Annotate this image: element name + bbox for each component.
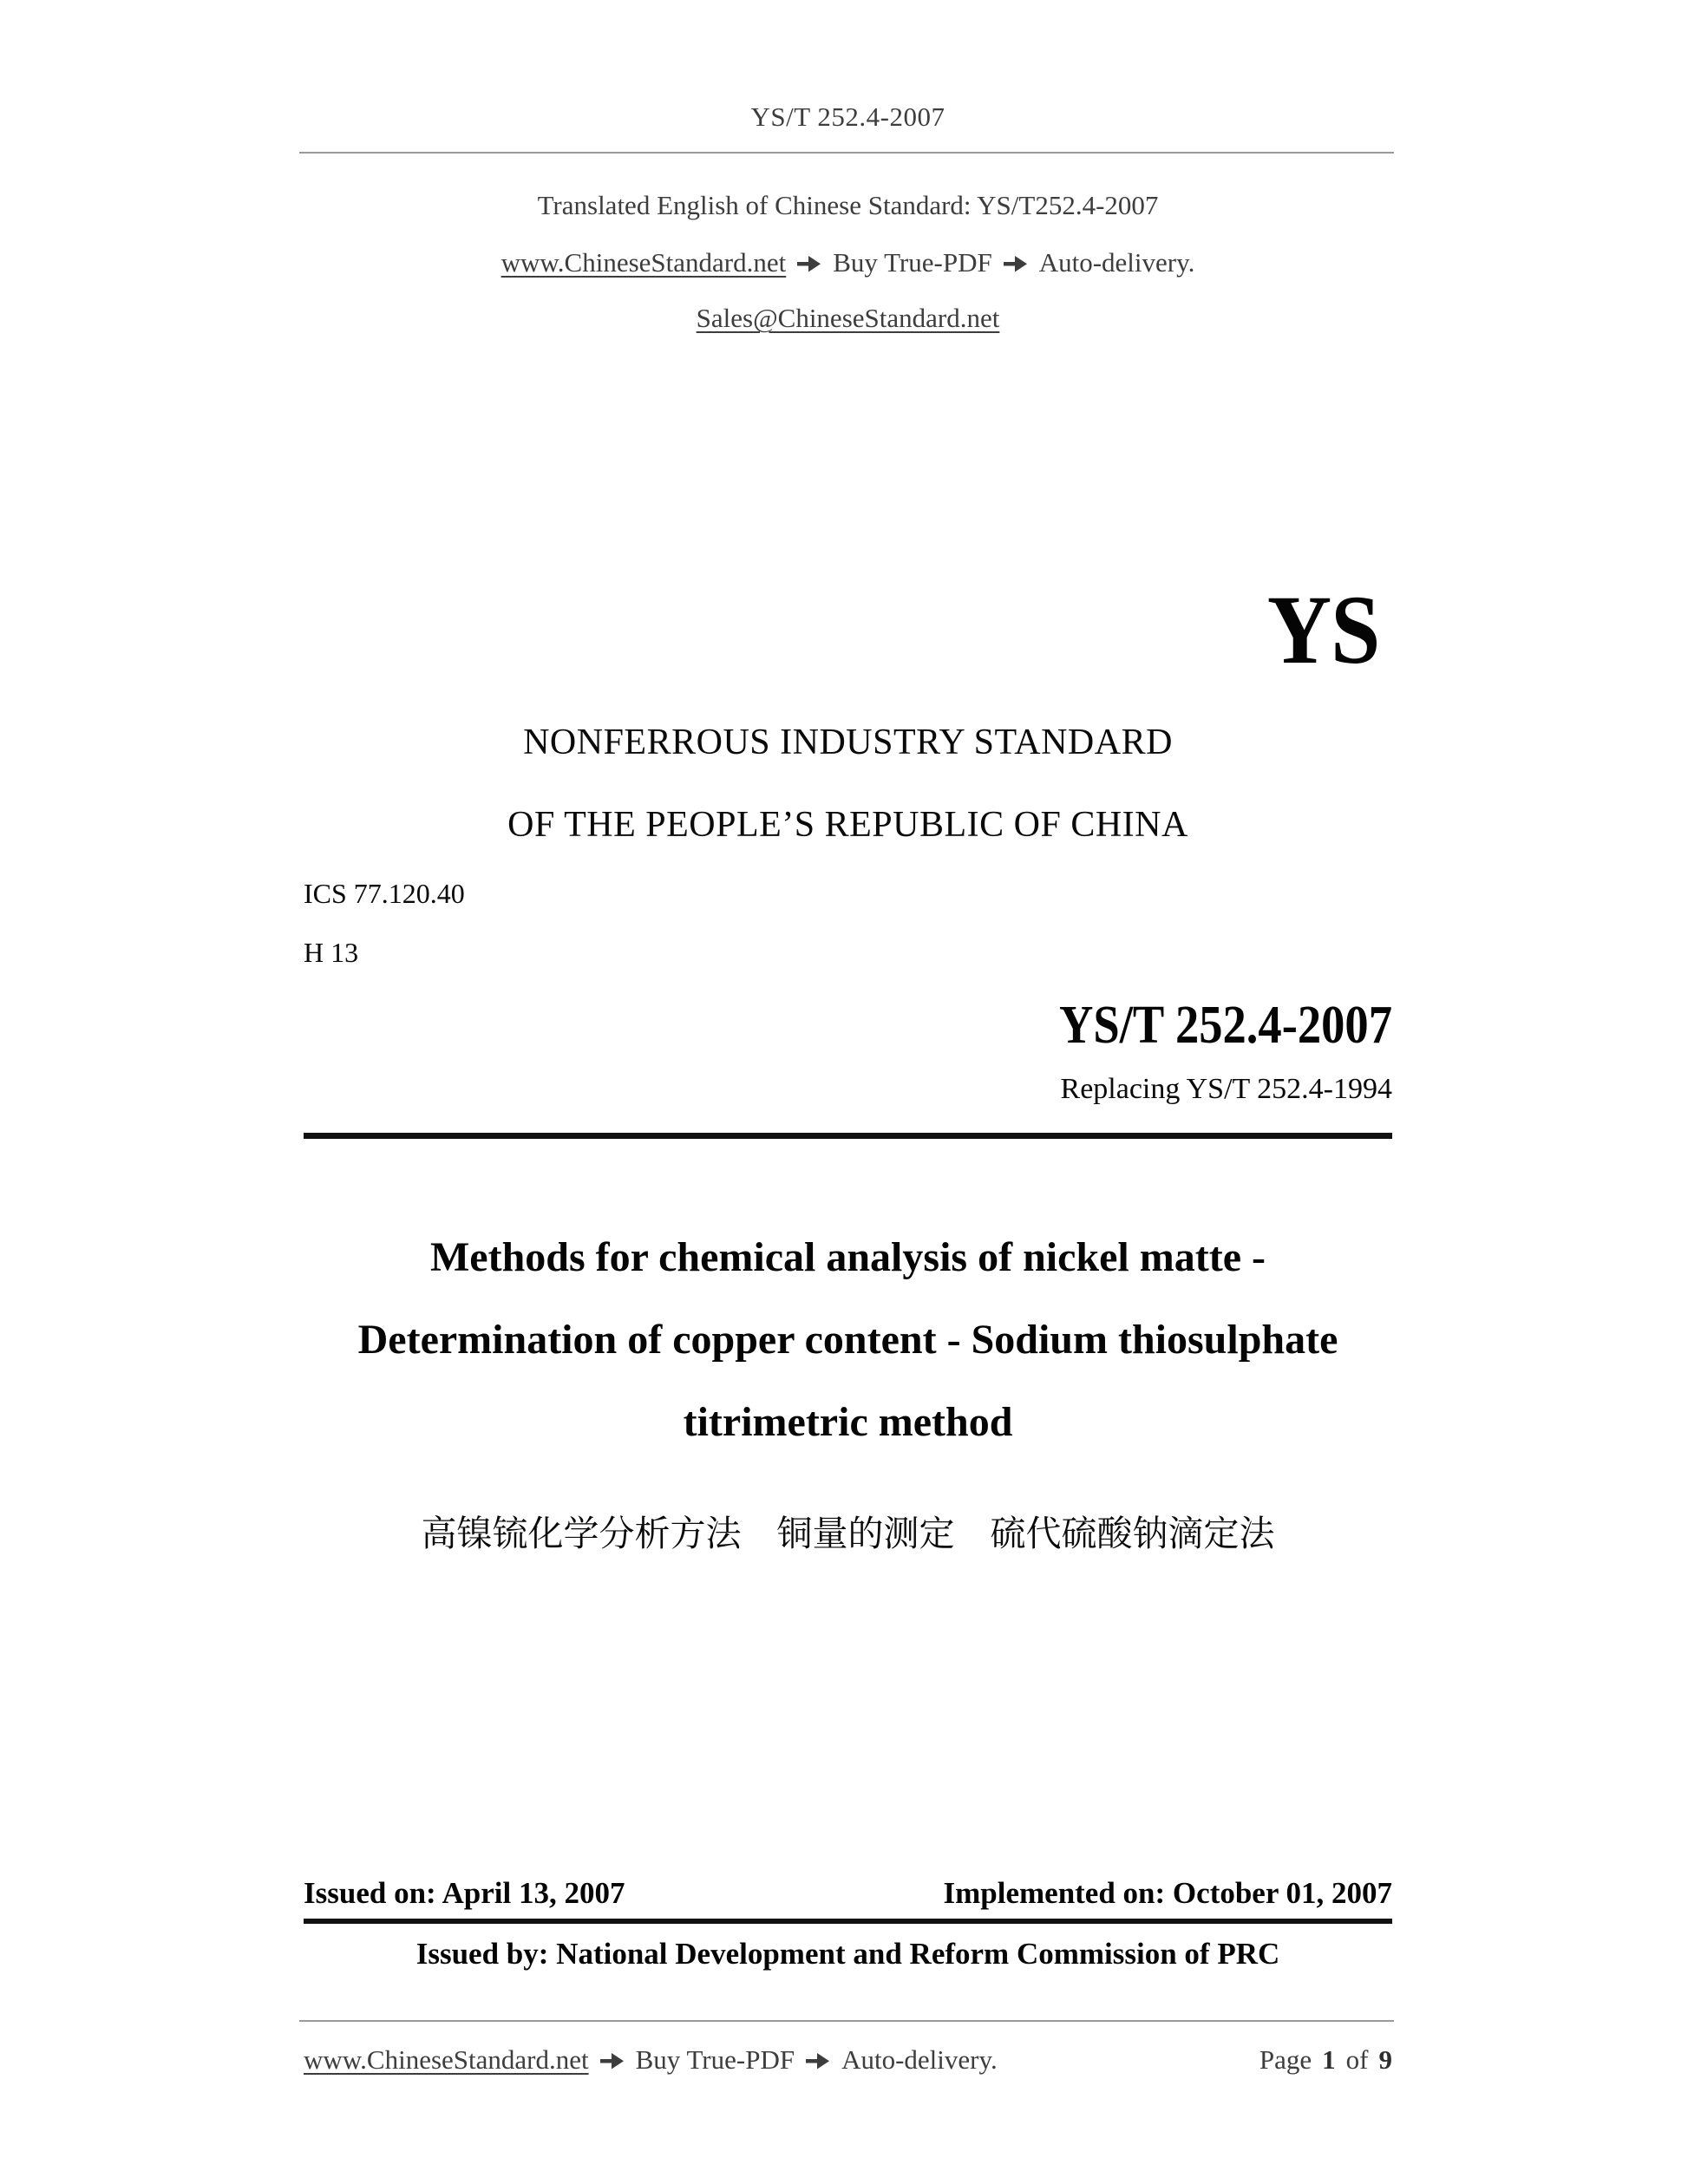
class-code: H 13	[304, 937, 359, 968]
footer-rule	[299, 2020, 1394, 2022]
org-name-line2: OF THE PEOPLE’S REPUBLIC OF CHINA	[507, 805, 1188, 845]
title-english	[304, 1216, 1392, 1463]
sales-email-link[interactable]: Sales@ChineseStandard.net	[696, 303, 1000, 333]
footer-row	[304, 2040, 1392, 2080]
footer-promo-line	[304, 2040, 998, 2080]
page-header-code: YS/T 252.4-2007	[750, 101, 945, 132]
chinesestandard-link[interactable]: www.ChineseStandard.net	[501, 247, 787, 278]
separator-rule-bottom	[304, 1919, 1392, 1924]
title-en-line2: Determination of copper content - Sodium thiosulphate	[357, 1317, 1338, 1363]
auto-delivery-label: Auto-delivery.	[1038, 247, 1195, 278]
ys-logo: YS	[1266, 576, 1379, 684]
title-chinese: 高镍锍化学分析方法 铜量的测定 硫代硫酸钠滴定法	[421, 1514, 1275, 1553]
issued-by: Issued by: National Development and Reform Commission of PRC	[415, 1937, 1280, 1971]
separator-rule-top	[304, 1133, 1392, 1139]
page-total: 9	[1378, 2044, 1392, 2075]
buy-true-pdf-label: Buy True-PDF	[833, 247, 992, 278]
chinesestandard-link[interactable]: www.ChineseStandard.net	[304, 2044, 589, 2075]
org-name-line1: NONFERROUS INDUSTRY STANDARD	[523, 723, 1173, 762]
arrow-right-icon	[796, 254, 822, 273]
email-line	[304, 298, 1392, 338]
header-rule	[299, 152, 1394, 154]
arrow-right-icon	[805, 2051, 831, 2070]
buy-true-pdf-label: Buy True-PDF	[635, 2044, 795, 2075]
page-indicator	[1259, 2040, 1392, 2080]
title-en-line3: titrimetric method	[683, 1399, 1013, 1445]
page-label: Page	[1259, 2044, 1312, 2075]
issued-on-date: Issued on: April 13, 2007	[304, 1876, 625, 1910]
replacing-note: Replacing YS/T 252.4-1994	[1060, 1073, 1392, 1105]
issuance-row	[304, 1873, 1392, 1913]
ics-code: ICS 77.120.40	[304, 878, 465, 909]
auto-delivery-label: Auto-delivery.	[841, 2044, 998, 2075]
title-en-line1: Methods for chemical analysis of nickel matte -	[430, 1234, 1266, 1280]
arrow-right-icon	[1003, 254, 1029, 273]
arrow-right-icon	[599, 2051, 625, 2070]
page-of-label: of	[1345, 2044, 1369, 2075]
implemented-on-date: Implemented on: October 01, 2007	[943, 1876, 1392, 1910]
page-current: 1	[1322, 2044, 1336, 2075]
promo-line-top	[304, 243, 1392, 283]
standard-code: YS/T 252.4-2007	[1058, 996, 1392, 1055]
translated-line: Translated English of Chinese Standard: YS/T252.4-2007	[537, 190, 1159, 220]
